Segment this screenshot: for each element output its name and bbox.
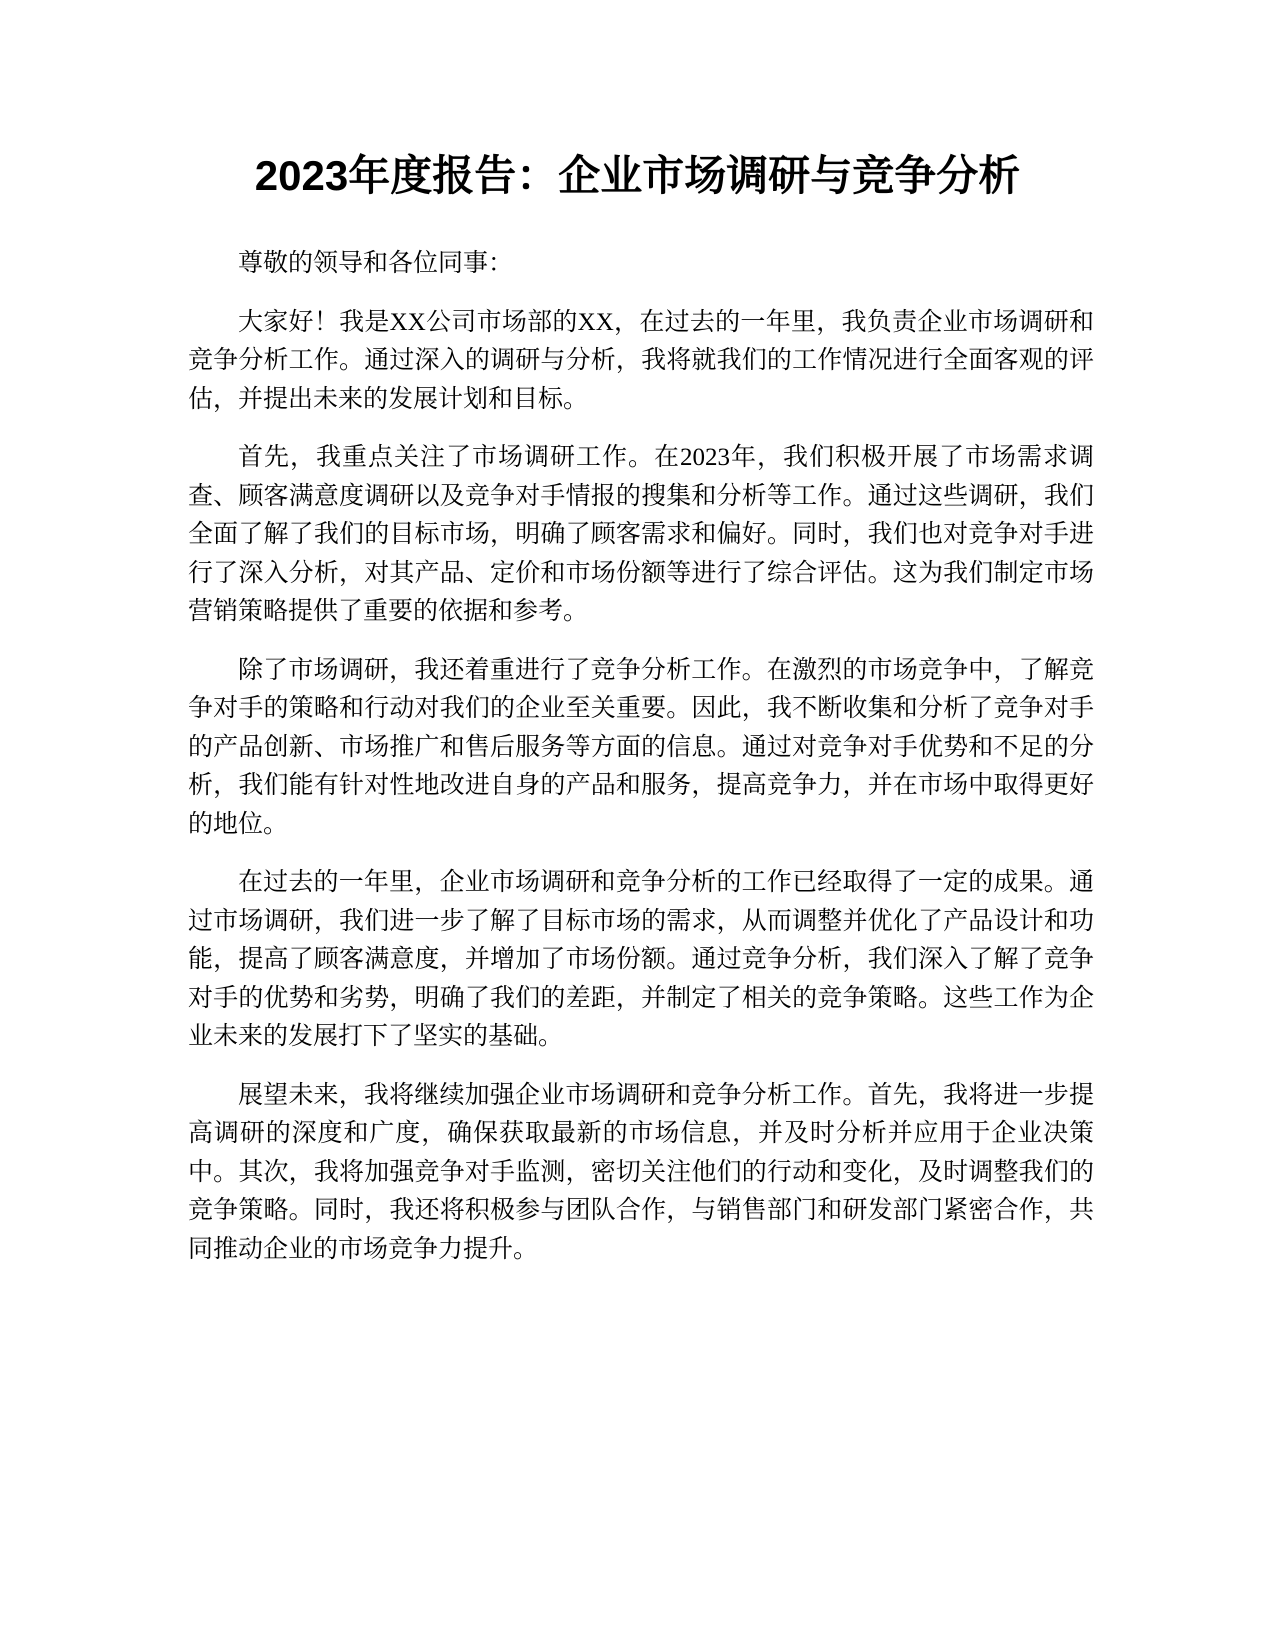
achievements-paragraph: 在过去的一年里，企业市场调研和竞争分析的工作已经取得了一定的成果。通过市场调研，我们进一步了解了目标市场的需求，从而调整并优化了产品设计和功能，提高了顾客满意度，并增加了市场份额。通过竞争分析，我们深入了解了竞争对手的优势和劣势，明确了我们的差距，并制定了相关的竞争策略。这些工作为企业未来的发展打下了坚实的基础。 [188, 869, 1094, 1050]
document-title: 2023年度报告：企业市场调研与竞争分析 [254, 152, 1021, 199]
market-research-paragraph: 首先，我重点关注了市场调研工作。在2023年，我们积极开展了市场需求调查、顾客满意度调研以及竞争对手情报的搜集和分析等工作。通过这些调研，我们全面了解了我们的目标市场，明确了顾客需求和偏好。同时，我们也对竞争对手进行了深入分析，对其产品、定价和市场份额等进行了综合评估。这为我们制定市场营销策略提供了重要的依据和参考。 [188, 444, 1094, 625]
document-body [188, 245, 1094, 1289]
salutation-paragraph: 尊敬的领导和各位同事： [238, 250, 514, 277]
outlook-paragraph: 展望未来，我将继续加强企业市场调研和竞争分析工作。首先，我将进一步提高调研的深度和广度，确保获取最新的市场信息，并及时分析并应用于企业决策中。其次，我将加强竞争对手监测，密切关注他们的行动和变化，及时调整我们的竞争策略。同时，我还将积极参与团队合作，与销售部门和研发部门紧密合作，共同推动企业的市场竞争力提升。 [188, 1081, 1094, 1263]
competition-analysis-paragraph: 除了市场调研，我还着重进行了竞争分析工作。在激烈的市场竞争中，了解竞争对手的策略和行动对我们的企业至关重要。因此，我不断收集和分析了竞争对手的产品创新、市场推广和售后服务等方面的信息。通过对竞争对手优势和不足的分析，我们能有针对性地改进自身的产品和服务，提高竞争力，并在市场中取得更好的地位。 [188, 656, 1094, 838]
intro-paragraph: 大家好！我是XX公司市场部的XX，在过去的一年里，我负责企业市场调研和竞争分析工作。通过深入的调研与分析，我将就我们的工作情况进行全面客观的评估，并提出未来的发展计划和目标。 [188, 308, 1094, 413]
